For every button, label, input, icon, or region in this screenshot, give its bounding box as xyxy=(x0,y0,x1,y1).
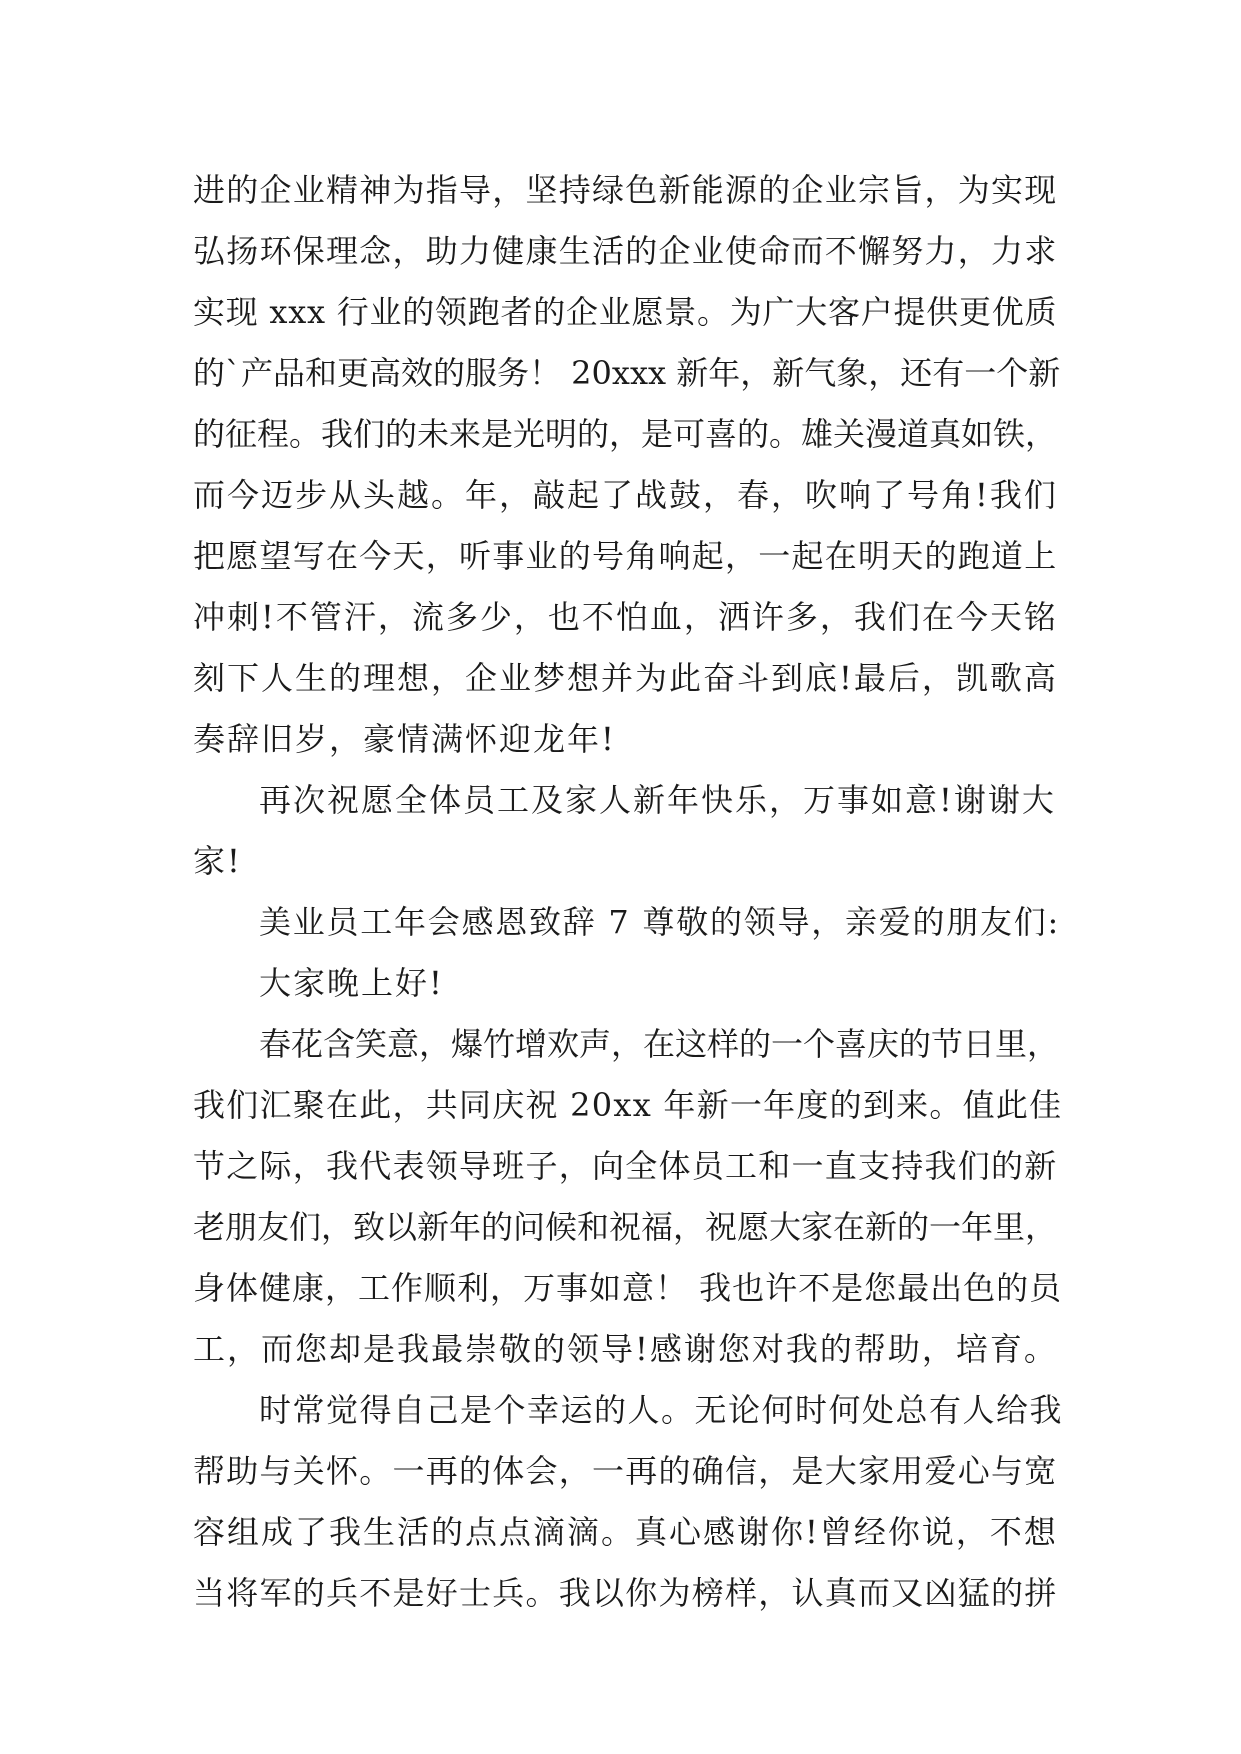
text-line: 实现 xxx 行业的领跑者的企业愿景。为广大客户提供更优质 xyxy=(193,293,1058,331)
paragraph xyxy=(193,770,1063,892)
text-line: 把愿望写在今天，听事业的号角响起，一起在明天的跑道上 xyxy=(193,537,1058,575)
text-line: 容组成了我生活的点点滴滴。真心感谢你!曾经你说，不想 xyxy=(193,1513,1058,1551)
text-line: 老朋友们，致以新年的问候和祝福，祝愿大家在新的一年里， xyxy=(193,1208,1058,1246)
paragraph xyxy=(193,160,1063,770)
text-line: 工，而您却是我最崇敬的领导!感谢您对我的帮助，培育。 xyxy=(193,1330,1058,1368)
text-line: 进的企业精神为指导，坚持绿色新能源的企业宗旨，为实现 xyxy=(193,171,1058,209)
text-line: 时常觉得自己是个幸运的人。无论何时何处总有人给我 xyxy=(259,1391,1064,1429)
text-line: 冲刺!不管汗，流多少，也不怕血，洒许多，我们在今天铭 xyxy=(193,598,1058,636)
text-line: 身体健康，工作顺利，万事如意！ 我也许不是您最出色的员 xyxy=(193,1269,1063,1307)
text-line: 再次祝愿全体员工及家人新年快乐，万事如意!谢谢大 xyxy=(259,781,1056,819)
text-line: 而今迈步从头越。年，敲起了战鼓，春，吹响了号角!我们 xyxy=(193,476,1058,514)
text-line: 我们汇聚在此，共同庆祝 20xx 年新一年度的到来。值此佳 xyxy=(193,1086,1063,1124)
text-line: 美业员工年会感恩致辞 7 尊敬的领导，亲爱的朋友们: xyxy=(259,903,1060,941)
paragraph xyxy=(193,953,1063,1014)
paragraph xyxy=(193,892,1063,953)
text-line: 奏辞旧岁，豪情满怀迎龙年! xyxy=(193,720,616,758)
text-line: 帮助与关怀。一再的体会，一再的确信，是大家用爱心与宽 xyxy=(193,1452,1058,1490)
text-line: 春花含笑意，爆竹增欢声，在这样的一个喜庆的节日里， xyxy=(259,1025,1060,1063)
paragraph xyxy=(193,1014,1063,1380)
text-line: 的`产品和更高效的服务！ 20xxx 新年，新气象，还有一个新 xyxy=(193,354,1061,392)
text-line: 家! xyxy=(193,842,242,880)
text-line: 节之际，我代表领导班子，向全体员工和一直支持我们的新 xyxy=(193,1147,1058,1185)
text-line: 的征程。我们的未来是光明的，是可喜的。雄关漫道真如铁， xyxy=(193,415,1058,453)
text-line: 刻下人生的理想，企业梦想并为此奋斗到底!最后，凯歌高 xyxy=(193,659,1058,697)
text-line: 当将军的兵不是好士兵。我以你为榜样，认真而又凶猛的拼 xyxy=(193,1574,1058,1612)
text-line: 弘扬环保理念，助力健康生活的企业使命而不懈努力，力求 xyxy=(193,232,1058,270)
document-body xyxy=(193,160,1063,1624)
text-line: 大家晚上好! xyxy=(259,964,444,1002)
paragraph xyxy=(193,1380,1063,1624)
